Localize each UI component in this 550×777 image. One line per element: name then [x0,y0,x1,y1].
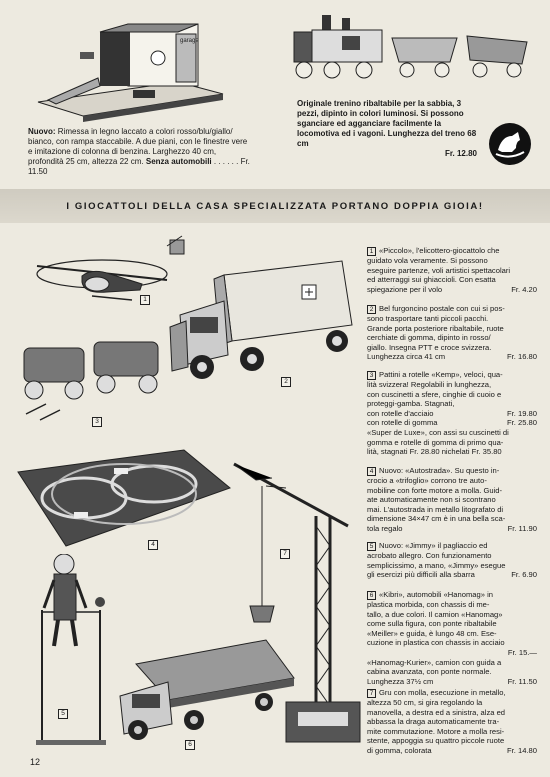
item-number: 4 [367,467,376,476]
item-price: Fr. 11.50 [507,676,537,686]
page-number: 12 [30,757,41,767]
banner [0,189,550,223]
autostrada-illustration [14,448,232,548]
rocking-horse-logo [488,122,532,166]
crane-illustration [226,456,366,752]
figure-tag-2: 2 [281,377,291,387]
item-7: 7 Gru con molla, esecuzione in metallo, altezza 50 cm, si gira regolando la manovella, a destra ed a sinistra, alza ed abbassa la draga automaticamente tra- mite commutazione. Motore a molla resi- stente, appoggia su quattro piccole ruote di gomma, colorata Fr. 14.80 [367,688,537,755]
garage-caption-tail: Senza automobili [145,157,212,166]
garage-sign: garage [180,38,199,44]
item-price: Fr. 16.80 [507,352,537,362]
postal-van-illustration [162,255,360,390]
roller-skates-illustration [16,330,176,430]
banner-headline: I GIOCATTOLI DELLA CASA SPECIALIZZATA PORTANO DOPPIA GIOIA! [66,201,484,212]
garage-caption-price: Fr. 11.50 [28,157,250,176]
item-3: 3 Pattini a rotelle «Kemp», veloci, qua- lità svizzera! Regolabili in lunghezza, con cuscinetti a sfere, cinghie di cuoio e proteggi-gamba. Stagnati, con rotelle d'acciaio Fr. 19.80 con rotelle di gomma Fr. 25.80 «Super de Luxe», con assi su cuscinetti di gomma e rotelle di gomma di primo qua- lità, stagnati Fr. 28.80 nichelati Fr. 35.80 [367,370,537,457]
item-price: Fr. 6.90 [511,570,537,580]
item-number: 3 [367,371,376,380]
item-6: 6 «Kibri», automobili «Hanomag» in plastica morbida, con chassis di me- tallo, a due colori. Il camion «Hanomag» come sulla figura, con ponte ribaltabile «Meiller» e guida, è lungo 48 cm. Ese- cuzione in plastica con chassis in acciaio Fr. 15.— «Hanomag-Kurier», camion con guida a cabina avanzata, con ponte normale. Lunghezza 37½ cm Fr. 11.50 [367,590,537,686]
train-caption-text: Originale trenino ribaltabile per la sabbia, 3 pezzi, dipinto in colori luminosi. Si possono sganciare ed agganciare facilmente la locomotiva ed i vagoni. Lunghezza del treno 68 cm [297,99,477,148]
item-2: 2 Bel furgoncino postale con cui si pos- sono trasportare tanti piccoli pacchi. Grande porta posteriore ribaltabile, ruote cerchiate di gomma, dipinto in rosso/ giallo. Insegna PTT e croce svizzera. Lunghezza circa 41 cm Fr. 16.80 [367,304,537,362]
figure-tag-1: 1 [140,295,150,305]
item-price: Fr. 15.— [507,647,537,657]
train-caption [297,99,477,159]
garage-caption: Nuovo: Rimessa in legno laccato a colori rosso/blu/giallo/ bianco, con rampa staccabile. A due piani, con le finestre vere e imitazione di colonna di benzina. Larghezzo 40 cm, profondità 25 cm, altezza 22 cm. Senza automobili . . . . . . Fr. 11.50 [28,127,250,176]
figure-tag-4: 4 [148,540,158,550]
item-5: 5 Nuovo: «Jimmy» il pagliaccio ed acrobato allegro. Con funzionamento semplicissimo, a mano, «Jimmy» esegue gli esercizi più difficili alla sbarra Fr. 6.90 [367,541,537,580]
figure-tag-7: 7 [280,549,290,559]
figure-tag-6: 6 [185,740,195,750]
item-number: 1 [367,247,376,256]
item-price: Fr. 4.20 [511,284,537,294]
train-illustration [282,10,532,90]
item-number: 5 [367,542,376,551]
clown-acrobat-illustration [28,554,110,746]
item-price: Fr. 11.90 [507,523,537,533]
item-number: 7 [367,689,376,698]
item-1: 1 «Piccolo», l'elicottero-giocattolo che guidato vola veramente. Si possono eseguire partenze, voli artistici spettacolari ed atterraggi sui ghiaccioli. Con esatta spiegazione per il volo Fr. 4.20 [367,246,537,294]
train-caption-price: Fr. 12.80 [444,149,477,158]
item-price: Fr. 14.80 [507,745,537,755]
garage-caption-lead: Nuovo: [28,127,56,136]
garage-illustration [28,12,228,122]
item-4: 4 Nuovo: «Autostrada». Su questo in- crocio a «trifoglio» corrono tre auto- mobiline con forte motore a molla. Guid- ate automaticamente non si scontrano mai. L'autostrada in metallo litografato di dimensione 34×47 cm è in una bella sca- tola regalo Fr. 11.90 [367,466,537,533]
figure-tag-3: 3 [92,417,102,427]
figure-tag-5: 5 [58,709,68,719]
garage-caption-text: Rimessa in legno laccato a colori rosso/blu/giallo/ bianco, con rampa staccabile. A due piani, con le finestre vere e imitazione di colonna di benzina. Larghezzo 40 cm, profondità 25 cm, altezza 22 cm. [28,127,248,166]
item-number: 2 [367,305,376,314]
item-number: 6 [367,591,376,600]
